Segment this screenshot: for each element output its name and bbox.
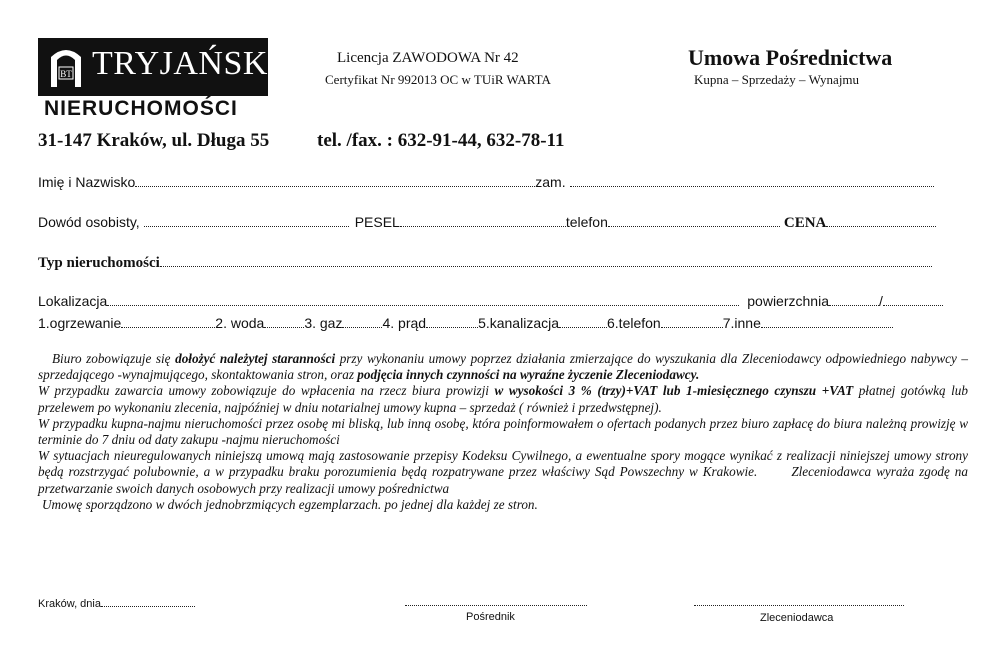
office-address: 31-147 Kraków, ul. Długa 55 [38, 130, 270, 151]
name-row [38, 174, 934, 190]
heating-field[interactable] [121, 315, 215, 328]
phone-label: telefon [565, 214, 608, 230]
client-label: Zleceniodawca [760, 612, 834, 624]
place-date-row [38, 597, 195, 610]
insurance-certificate: Certyfikat Nr 992013 OC w TUiR WARTA [325, 72, 551, 87]
price-field[interactable] [826, 214, 936, 227]
id-row [38, 214, 936, 232]
utility-sewage: 5.kanalizacja [478, 315, 559, 331]
residence-label: zam. [535, 174, 566, 190]
area-label: powierzchnia [747, 293, 829, 309]
area-separator: / [878, 293, 883, 309]
logo-company-name: TRYJAŃSKI [92, 45, 280, 82]
location-label: Lokalizacja [38, 293, 108, 309]
other-field[interactable] [761, 315, 893, 328]
office-phone: tel. /fax. : 632-91-44, 632-78-11 [317, 130, 565, 151]
utility-other: 7.inne [722, 315, 761, 331]
utilities-row [38, 315, 893, 331]
terms-paragraph-5: Umowę sporządzono w dwóch jednobrzmiących egzemplarzach. po jednej dla każdej ze stron. [42, 496, 538, 512]
utility-gas: 3. gaz [304, 315, 343, 331]
document-title: Umowa Pośrednictwa [688, 45, 893, 70]
svg-text:BT: BT [60, 69, 72, 79]
terms-paragraph-2: W przypadku zawarcia umowy zobowiązuje do wpłacenia na rzecz biura prowizji w wysokości 3 % (trzy)+VAT lub 1-miesięcznego czynszu +VAT płatnej gotówką lub przelewem po wykonaniu zlecenia, najpóźniej w dniu notarialnej umowy kupna – sprzedaż ( również i przedwstępnej). [38, 383, 968, 415]
logo-subtitle: NIERUCHOMOŚCI [44, 97, 238, 120]
phone-field[interactable] [608, 214, 780, 227]
contract-terms [38, 351, 968, 513]
intermediary-signature-line[interactable] [405, 605, 587, 606]
utility-electricity: 4. prąd [382, 315, 427, 331]
water-field[interactable] [264, 315, 304, 328]
intermediary-label: Pośrednik [466, 611, 515, 623]
area-field[interactable] [829, 293, 879, 306]
building-emblem-icon [47, 43, 85, 89]
residence-field[interactable] [570, 174, 934, 187]
date-field[interactable] [101, 597, 195, 607]
place-date-label: Kraków, dnia [38, 598, 101, 610]
location-field[interactable] [107, 293, 739, 306]
name-field[interactable] [135, 174, 535, 187]
area-field-2[interactable] [883, 293, 943, 306]
pesel-label: PESEL [354, 214, 400, 230]
location-row [38, 293, 943, 309]
name-label: Imię i Nazwisko [38, 174, 136, 190]
id-card-label: Dowód osobisty, [38, 214, 140, 230]
client-signature-line[interactable] [694, 605, 904, 606]
terms-paragraph-1: Biuro zobowiązuje się dołożyć należytej staranności przy wykonaniu umowy poprzez działania zmierzające do wyszukania dla Zleceniodawcy odpowiedniego nabywcy –sprzedającego -wynajmującego, skontaktowania stron, oraz podjęcia innych czynności na wyraźne życzenie Zleceniodawcy. [38, 351, 968, 383]
utility-water: 2. woda [215, 315, 265, 331]
terms-paragraph-4: W sytuacjach nieuregulowanych niniejszą umową mają zastosowanie przepisy Kodeksu Cywilnego, a ewentualne spory mogące wynikać z realizacji niniejszej umowy strony będą rozstrzygać polubownie, a w przypadku braku porozumienia będą rozpatrywane przez właściwy Sąd Powszechny w Krakowie. Zleceniodawca wyraża zgodę na przetwarzanie swoich danych osobowych przy realizacji umowy pośrednictwa [38, 448, 968, 496]
property-type-row [38, 254, 932, 272]
pesel-field[interactable] [400, 214, 566, 227]
property-type-field[interactable] [160, 254, 932, 267]
license-number: Licencja ZAWODOWA Nr 42 [337, 50, 519, 66]
id-card-field[interactable] [144, 214, 349, 227]
sewage-field[interactable] [559, 315, 607, 328]
gas-field[interactable] [342, 315, 382, 328]
document-subtitle: Kupna – Sprzedaży – Wynajmu [694, 72, 860, 87]
telephone-field[interactable] [661, 315, 723, 328]
electricity-field[interactable] [426, 315, 478, 328]
utility-heating: 1.ogrzewanie [38, 315, 122, 331]
utility-telephone: 6.telefon [607, 315, 661, 331]
terms-paragraph-3: W przypadku kupna-najmu nieruchomości przez osobę mi bliską, lub inną osobę, która poinformowałem o ofertach podanych przez biuro zapłacę do biura należną prowizję w terminie do 7 dniu od daty zakupu -najmu nieruchomości [38, 415, 968, 448]
price-label: CENA [783, 215, 827, 231]
property-type-label: Typ nieruchomości [38, 255, 160, 271]
